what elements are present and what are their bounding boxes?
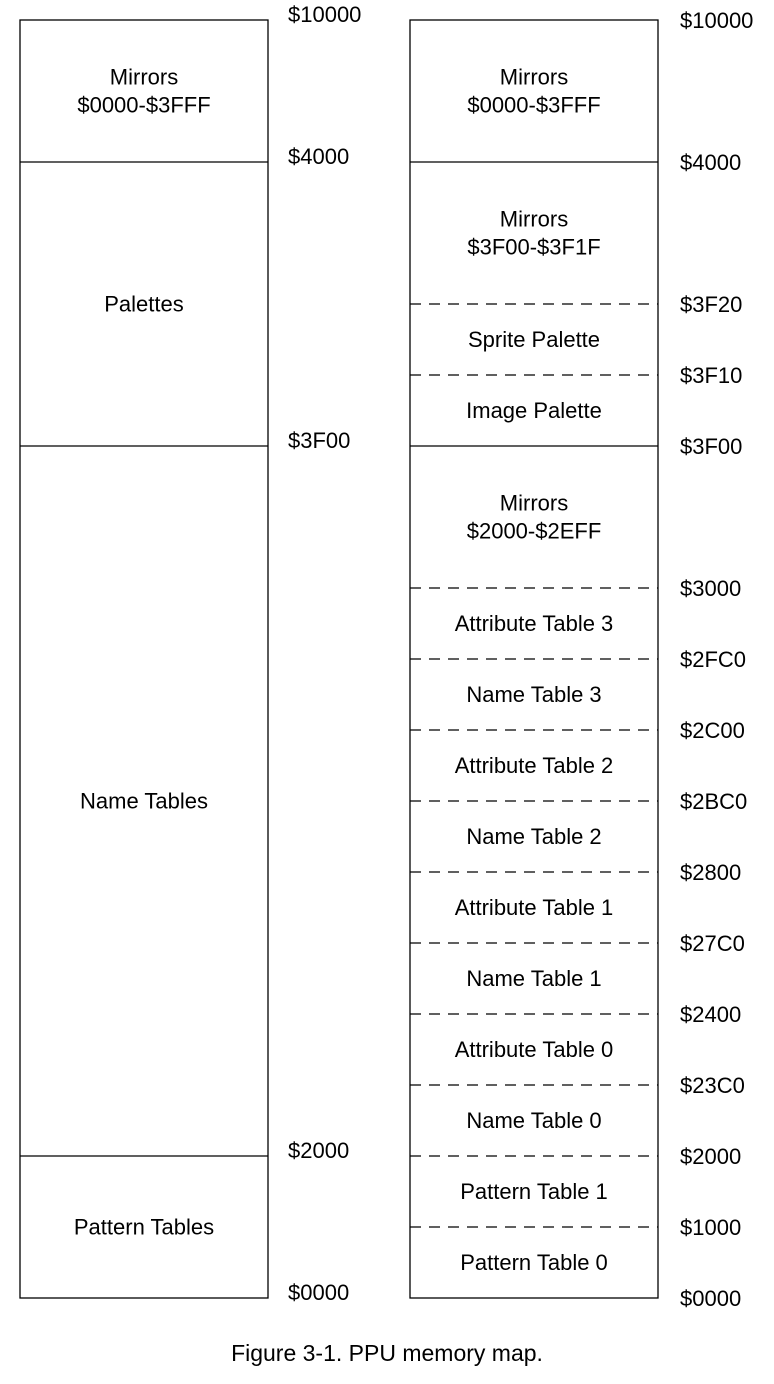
address-label: $2000	[288, 1138, 350, 1163]
section-label-mirrors: Mirrors	[109, 64, 179, 90]
figure-caption: Figure 3-1. PPU memory map.	[231, 1340, 543, 1366]
section-label-3f00-3f1f: $3F00-$3F1F	[467, 234, 601, 260]
address-label-top: $10000	[680, 8, 754, 33]
column-outline	[20, 20, 268, 1298]
address-label: $0000	[288, 1280, 350, 1305]
address-label: $23C0	[680, 1073, 745, 1098]
section-label-attribute-table-2: Attribute Table 2	[454, 753, 614, 778]
section-label-attribute-table-0: Attribute Table 0	[454, 1037, 614, 1062]
address-label: $4000	[288, 144, 350, 169]
section-label-pattern-tables: Pattern Tables	[73, 1214, 215, 1240]
address-label: $2000	[680, 1144, 742, 1169]
section-label-pattern-table-0: Pattern Table 0	[460, 1250, 608, 1275]
address-label: $3F00	[680, 434, 743, 459]
left-memory-column	[20, 2, 361, 1305]
address-label: $2400	[680, 1002, 742, 1027]
section-label-mirrors: Mirrors	[499, 490, 569, 516]
section-label-0000-3fff: $0000-$3FFF	[467, 92, 601, 118]
section-label-mirrors: Mirrors	[499, 206, 569, 232]
address-label: $3F20	[680, 292, 743, 317]
section-label-sprite-palette: Sprite Palette	[467, 327, 601, 352]
section-label-attribute-table-1: Attribute Table 1	[454, 895, 614, 920]
address-label-top: $10000	[288, 2, 362, 27]
address-label: $2C00	[680, 718, 745, 743]
section-label-mirrors: Mirrors	[499, 64, 569, 90]
address-label: $27C0	[680, 931, 745, 956]
address-label: $4000	[680, 150, 742, 175]
address-label: $3000	[680, 576, 742, 601]
address-label: $2FC0	[680, 647, 747, 672]
right-memory-column	[410, 8, 753, 1311]
section-label-name-table-1: Name Table 1	[466, 966, 602, 991]
section-label-attribute-table-3: Attribute Table 3	[454, 611, 614, 636]
section-label-palettes: Palettes	[104, 291, 184, 317]
address-label: $3F10	[680, 363, 743, 388]
section-label-0000-3fff: $0000-$3FFF	[77, 92, 211, 118]
section-label-name-table-3: Name Table 3	[466, 682, 602, 707]
address-label: $3F00	[288, 428, 351, 453]
address-label: $2BC0	[680, 789, 748, 814]
section-label-name-table-0: Name Table 0	[466, 1108, 602, 1133]
section-label-name-tables: Name Tables	[80, 788, 208, 814]
address-label: $2800	[680, 860, 742, 885]
address-label: $1000	[680, 1215, 742, 1240]
section-label-image-palette: Image Palette	[466, 398, 602, 423]
section-label-pattern-table-1: Pattern Table 1	[460, 1179, 608, 1204]
section-label-2000-2eff: $2000-$2EFF	[466, 518, 602, 544]
address-label: $0000	[680, 1286, 742, 1311]
section-label-name-table-2: Name Table 2	[466, 824, 602, 849]
